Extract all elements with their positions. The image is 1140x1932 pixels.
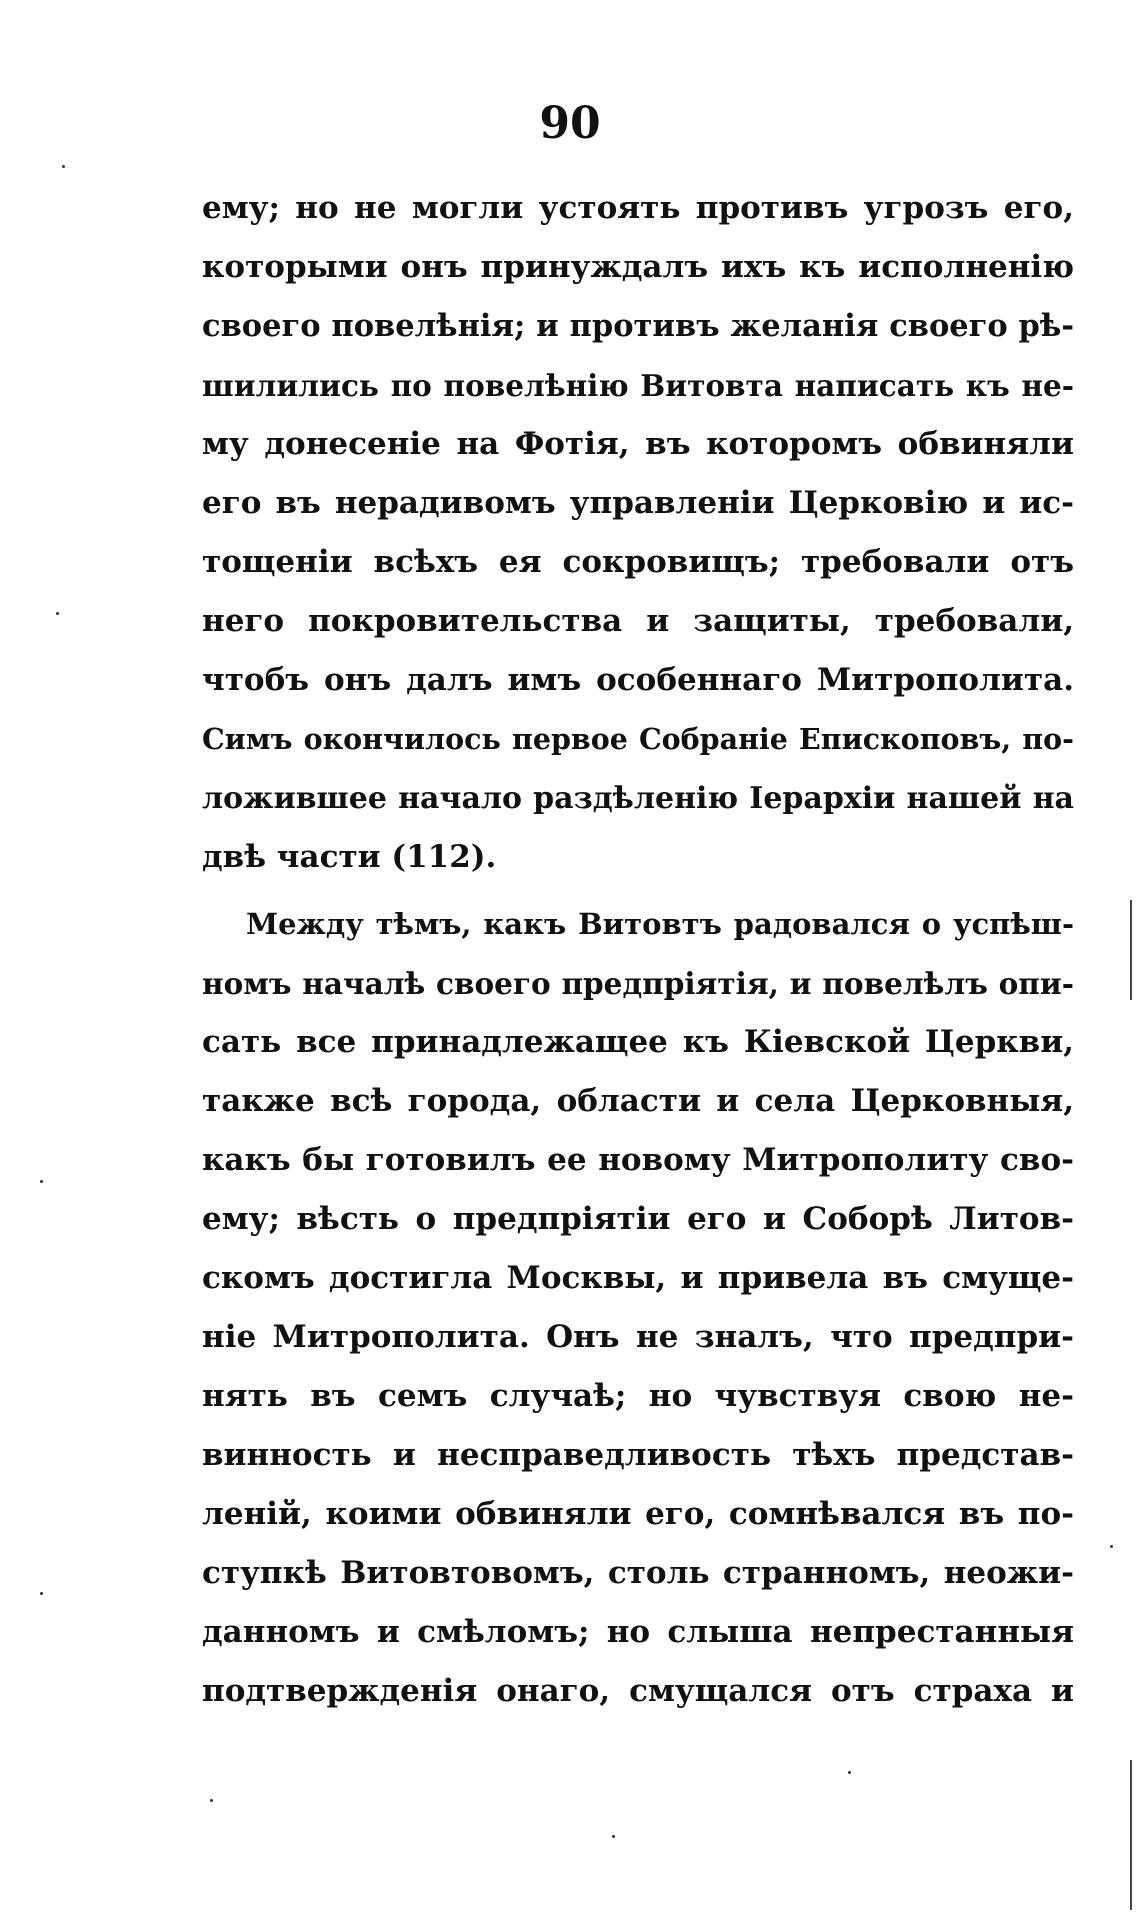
text-line: также всѣ города, области и села Церковныя, [202,1083,1074,1119]
paragraph-gap [202,887,1074,895]
scan-speck [40,1592,43,1595]
body-text [202,179,1074,1721]
text-line: его въ нерадивомъ управленіи Церковію и ис- [202,485,1074,521]
scan-speck [1110,1545,1113,1548]
scan-speck [40,1180,43,1183]
text-line: ему; но не могли устоять противъ угрозъ его, [202,190,1074,226]
text-line: двѣ части (112). [202,839,497,875]
text-line: леній, коими обвиняли его, сомнѣвался въ по- [202,1496,1074,1532]
text-line: номъ началѣ своего предпріятія, и повелѣлъ опи- [202,966,1074,1001]
text-line: тощеніи всѣхъ ея сокровищъ; требовали отъ [202,544,1074,580]
scan-speck [62,165,65,168]
text-line: подтвержденія онаго, смущался отъ страха и [202,1673,1074,1709]
text-line: Между тѣмъ, какъ Витовтъ радовался о успѣш- [246,907,1074,941]
text-line: своего повелѣнія; и противъ желанія своего рѣ- [202,308,1074,344]
text-line: Симъ окончилось первое Собраніе Епископовъ, по- [202,722,1074,756]
text-line: винность и несправедливость тѣхъ представ- [202,1437,1074,1473]
text-line: скомъ достигла Москвы, и привела въ смуще- [202,1260,1074,1296]
text-line: чтобъ онъ далъ имъ особеннаго Митрополита. [202,662,1074,698]
page-number: 90 [539,98,601,149]
scan-speck [210,1799,213,1802]
text-line: шилились по повелѣнію Витовта написать къ не- [202,368,1074,403]
scan-edge-line [1130,1760,1132,1910]
text-line: му донесеніе на Фотія, въ которомъ обвиняли [202,426,1074,462]
paragraph-1 [202,179,1074,887]
text-line: ложившее начало раздѣленію Іерархіи нашей на [202,781,1074,816]
scan-speck [848,1771,851,1774]
text-line: сать все принадлежащее къ Кіевской Церкви, [202,1024,1074,1060]
text-line: ступкѣ Витовтовомъ, столь странномъ, неожи- [202,1555,1074,1591]
scan-speck [612,1835,615,1838]
paragraph-2 [202,895,1074,1721]
text-line: данномъ и смѣломъ; но слыша непрестанныя [202,1614,1074,1650]
text-line: какъ бы готовилъ ее новому Митрополиту сво- [202,1142,1074,1178]
text-line: которыми онъ принуждалъ ихъ къ исполненію [202,249,1074,285]
text-line: нять въ семъ случаѣ; но чувствуя свою не- [202,1378,1074,1414]
scan-edge-line [1130,900,1132,1000]
text-line: ніе Митрополита. Онъ не зналъ, что предпри- [202,1319,1074,1355]
scan-speck [56,612,59,615]
text-line: ему; вѣсть о предпріятіи его и Соборѣ Литов- [202,1201,1074,1237]
text-line: него покровительства и защиты, требовали, [202,603,1074,639]
